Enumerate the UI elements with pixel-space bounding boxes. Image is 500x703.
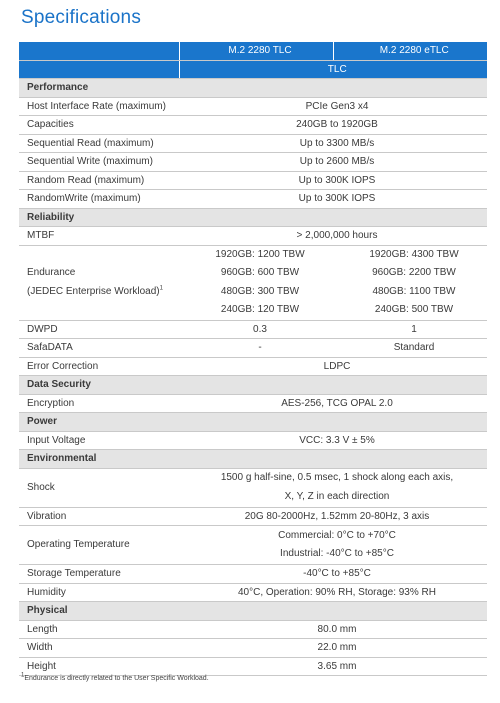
table-row [19,134,487,153]
section-physical: Physical [19,602,487,621]
row-label: Error Correction [19,357,179,376]
endurance-tlc-1920: 1920GB: 1200 TBW [215,248,305,260]
table-row [19,620,487,639]
row-value: Up to 300K IOPS [179,171,487,190]
header-col-etlc: M.2 2280 eTLC [333,42,487,60]
table-row [19,339,487,358]
table-row [19,431,487,450]
row-label: Humidity [19,583,179,602]
row-value: > 2,000,000 hours [179,227,487,246]
row-value: 80.0 mm [179,620,487,639]
page-title: Specifications [21,7,142,28]
table-row [19,657,487,676]
header-row [19,42,487,60]
row-label: DWPD [19,320,179,339]
row-value: AES-256, TCG OPAL 2.0 [179,394,487,413]
row-value: Up to 2600 MB/s [179,153,487,172]
header-type-row [19,60,487,79]
header-col-tlc: M.2 2280 TLC [179,42,333,60]
table-row [19,320,487,339]
endurance-etlc-1920: 1920GB: 4300 TBW [369,248,459,260]
row-label: Vibration [19,507,179,526]
row-label: MTBF [19,227,179,246]
row-value-etlc: 1 [333,320,487,339]
table-row [19,565,487,584]
table-row [19,190,487,209]
table-row [19,507,487,526]
row-label: Sequential Write (maximum) [19,153,179,172]
endurance-tlc-cell [179,245,333,320]
table-row [19,97,487,116]
row-value: 20G 80-2000Hz, 1.52mm 20-80Hz, 3 axis [179,507,487,526]
row-value: 40°C, Operation: 90% RH, Storage: 93% RH [179,583,487,602]
endurance-sublabel: (JEDEC Enterprise Workload)$^1$ [27,285,163,297]
row-label: SafaDATA [19,339,179,358]
row-label: Length [19,620,179,639]
row-value: -40°C to +85°C [179,565,487,584]
section-performance: Performance [19,79,487,98]
row-value: VCC: 3.3 V ± 5% [179,431,487,450]
row-label: Width [19,639,179,658]
row-label: Input Voltage [19,431,179,450]
op-temp-value: Commercial: 0°C to +70°C Industrial: -40°C to +85°C [179,526,487,565]
table-row-endurance [19,245,487,320]
row-value: LDPC [179,357,487,376]
section-security: Data Security [19,376,487,395]
endurance-etlc-cell [333,245,487,320]
table-row-op-temp [19,526,487,565]
section-power: Power [19,413,487,432]
row-label: Storage Temperature [19,565,179,584]
header-blank [19,42,179,60]
row-value: 3.65 mm [179,657,487,676]
row-label: Random Read (maximum) [19,171,179,190]
row-label: RandomWrite (maximum) [19,190,179,209]
table-row [19,171,487,190]
row-label: Host Interface Rate (maximum) [19,97,179,116]
section-reliability: Reliability [19,208,487,227]
table-row [19,357,487,376]
row-label: Height [19,657,179,676]
spec-table [19,42,487,676]
header-type: TLC [179,60,487,79]
row-value-tlc: 0.3 [179,320,333,339]
row-value: 22.0 mm [179,639,487,658]
table-row [19,116,487,135]
endurance-etlc-480: 480GB: 1100 TBW [372,285,456,297]
row-value: Up to 300K IOPS [179,190,487,209]
table-row [19,227,487,246]
row-label: Operating Temperature [19,526,179,565]
endurance-etlc-960: 960GB: 2200 TBW [372,267,456,278]
row-label: Encryption [19,394,179,413]
row-value: 240GB to 1920GB [179,116,487,135]
row-value-tlc: - [179,339,333,358]
endurance-tlc-480: 480GB: 300 TBW [220,285,300,297]
row-value-etlc: Standard [333,339,487,358]
endurance-label-cell [19,245,179,320]
table-row [19,153,487,172]
row-value: PCIe Gen3 x4 [179,97,487,116]
table-row [19,639,487,658]
section-environmental: Environmental [19,450,487,469]
row-label: Sequential Read (maximum) [19,134,179,153]
row-value: Up to 3300 MB/s [179,134,487,153]
shock-value: 1500 g half-sine, 0.5 msec, 1 shock along each axis, X, Y, Z in each direction [179,468,487,507]
endurance-tlc-960: 960GB: 600 TBW [220,267,300,278]
row-label: Capacities [19,116,179,135]
table-row [19,583,487,602]
endurance-tlc-240: 240GB: 120 TBW [220,304,300,315]
footnote: $^1$Endurance is directly related to the User Specific Workload. [21,672,209,682]
table-row-shock [19,468,487,507]
endurance-etlc-240: 240GB: 500 TBW [374,304,454,315]
endurance-label: Endurance [27,267,76,278]
row-label: Shock [19,468,179,507]
table-row [19,394,487,413]
